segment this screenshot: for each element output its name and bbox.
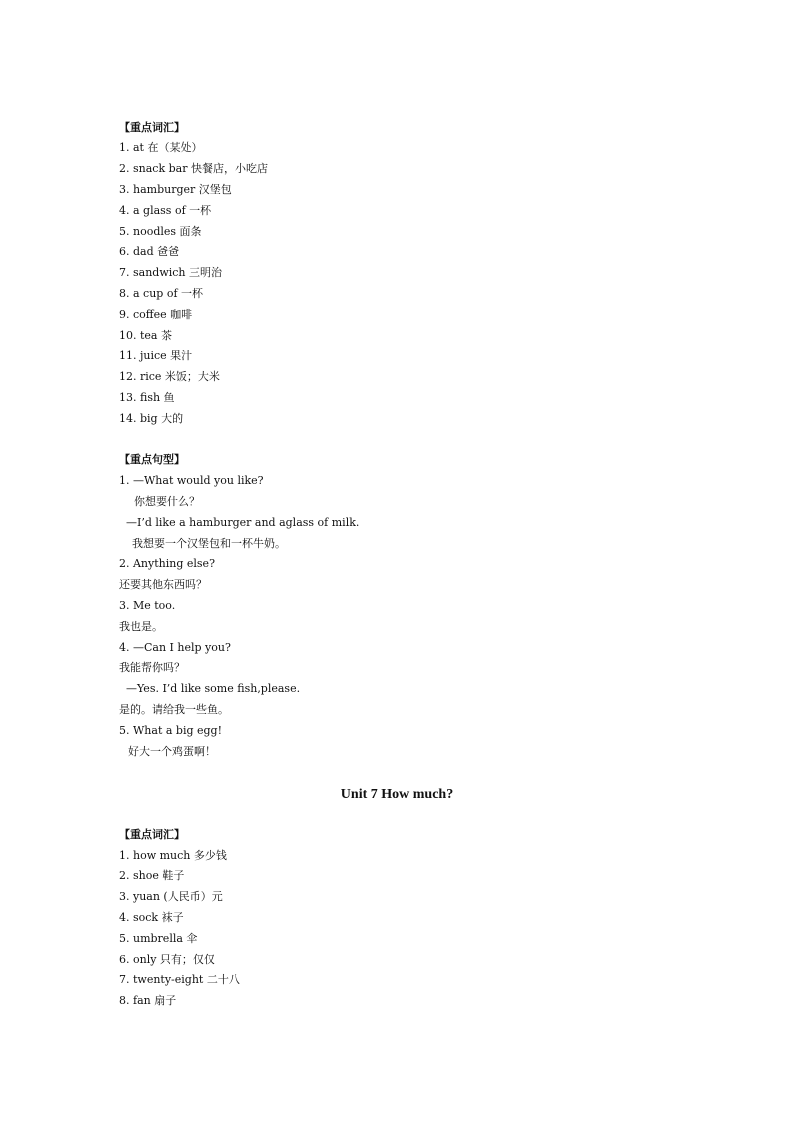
vocab-item: 6. dad 爸爸 [119, 245, 180, 258]
unit-title: Unit 7 How much? [340, 787, 454, 802]
vocab-item: 6. only 只有；仅仅 [119, 953, 215, 966]
sentence-line: —I’d like a hamburger and aglass of milk. [126, 516, 360, 529]
vocab-item: 4. a glass of 一杯 [119, 204, 212, 217]
vocab-item: 12. rice 米饭；大米 [119, 370, 220, 383]
vocab-heading: 【重点词汇】 [119, 121, 185, 134]
vocab-item: 7. sandwich 三明治 [119, 266, 222, 279]
vocab-item: 8. fan 扇子 [119, 994, 177, 1007]
sentence-heading: 【重点句型】 [119, 453, 185, 466]
sentence-translation: 我能帮你吗？ [119, 661, 185, 674]
sentence-translation: 我想要一个汉堡包和一杯牛奶。 [132, 537, 286, 550]
sentence-line: 5. What a big egg! [119, 724, 223, 737]
sentence-line: 1. —What would you like? [119, 474, 264, 487]
sentence-translation: 你想要什么？ [134, 495, 200, 508]
vocab-item: 5. umbrella 伞 [119, 932, 198, 945]
vocab-item: 13. fish 鱼 [119, 391, 175, 404]
vocab-item: 1. at 在（某处） [119, 141, 203, 154]
vocab-item: 8. a cup of 一杯 [119, 287, 204, 300]
vocab-item: 7. twenty-eight 二十八 [119, 973, 240, 986]
sentence-translation: 好大一个鸡蛋啊！ [128, 745, 216, 758]
sentence-line: 2. Anything else? [119, 557, 215, 570]
sentence-translation: 还要其他东西吗？ [119, 578, 207, 591]
vocab-item: 9. coffee 咖啡 [119, 308, 193, 321]
vocab-item: 10. tea 茶 [119, 329, 172, 342]
vocab-heading: 【重点词汇】 [119, 828, 185, 841]
sentence-translation: 我也是。 [119, 620, 163, 633]
vocab-item: 5. noodles 面条 [119, 225, 202, 238]
vocab-item: 4. sock 袜子 [119, 911, 184, 924]
vocab-item: 3. yuan (人民币）元 [119, 890, 223, 903]
sentence-line: —Yes. I’d like some fish,please. [126, 682, 301, 695]
vocab-item: 3. hamburger 汉堡包 [119, 183, 232, 196]
vocab-item: 2. snack bar 快餐店，小吃店 [119, 162, 268, 175]
sentence-translation: 是的。请给我一些鱼。 [119, 703, 229, 716]
sentence-line: 4. —Can I help you? [119, 641, 231, 654]
vocab-item: 11. juice 果汁 [119, 349, 193, 362]
vocab-item: 14. big 大的 [119, 412, 184, 425]
vocab-item: 1. how much 多少钱 [119, 849, 227, 862]
vocab-item: 2. shoe 鞋子 [119, 869, 185, 882]
sentence-line: 3. Me too. [119, 599, 176, 612]
